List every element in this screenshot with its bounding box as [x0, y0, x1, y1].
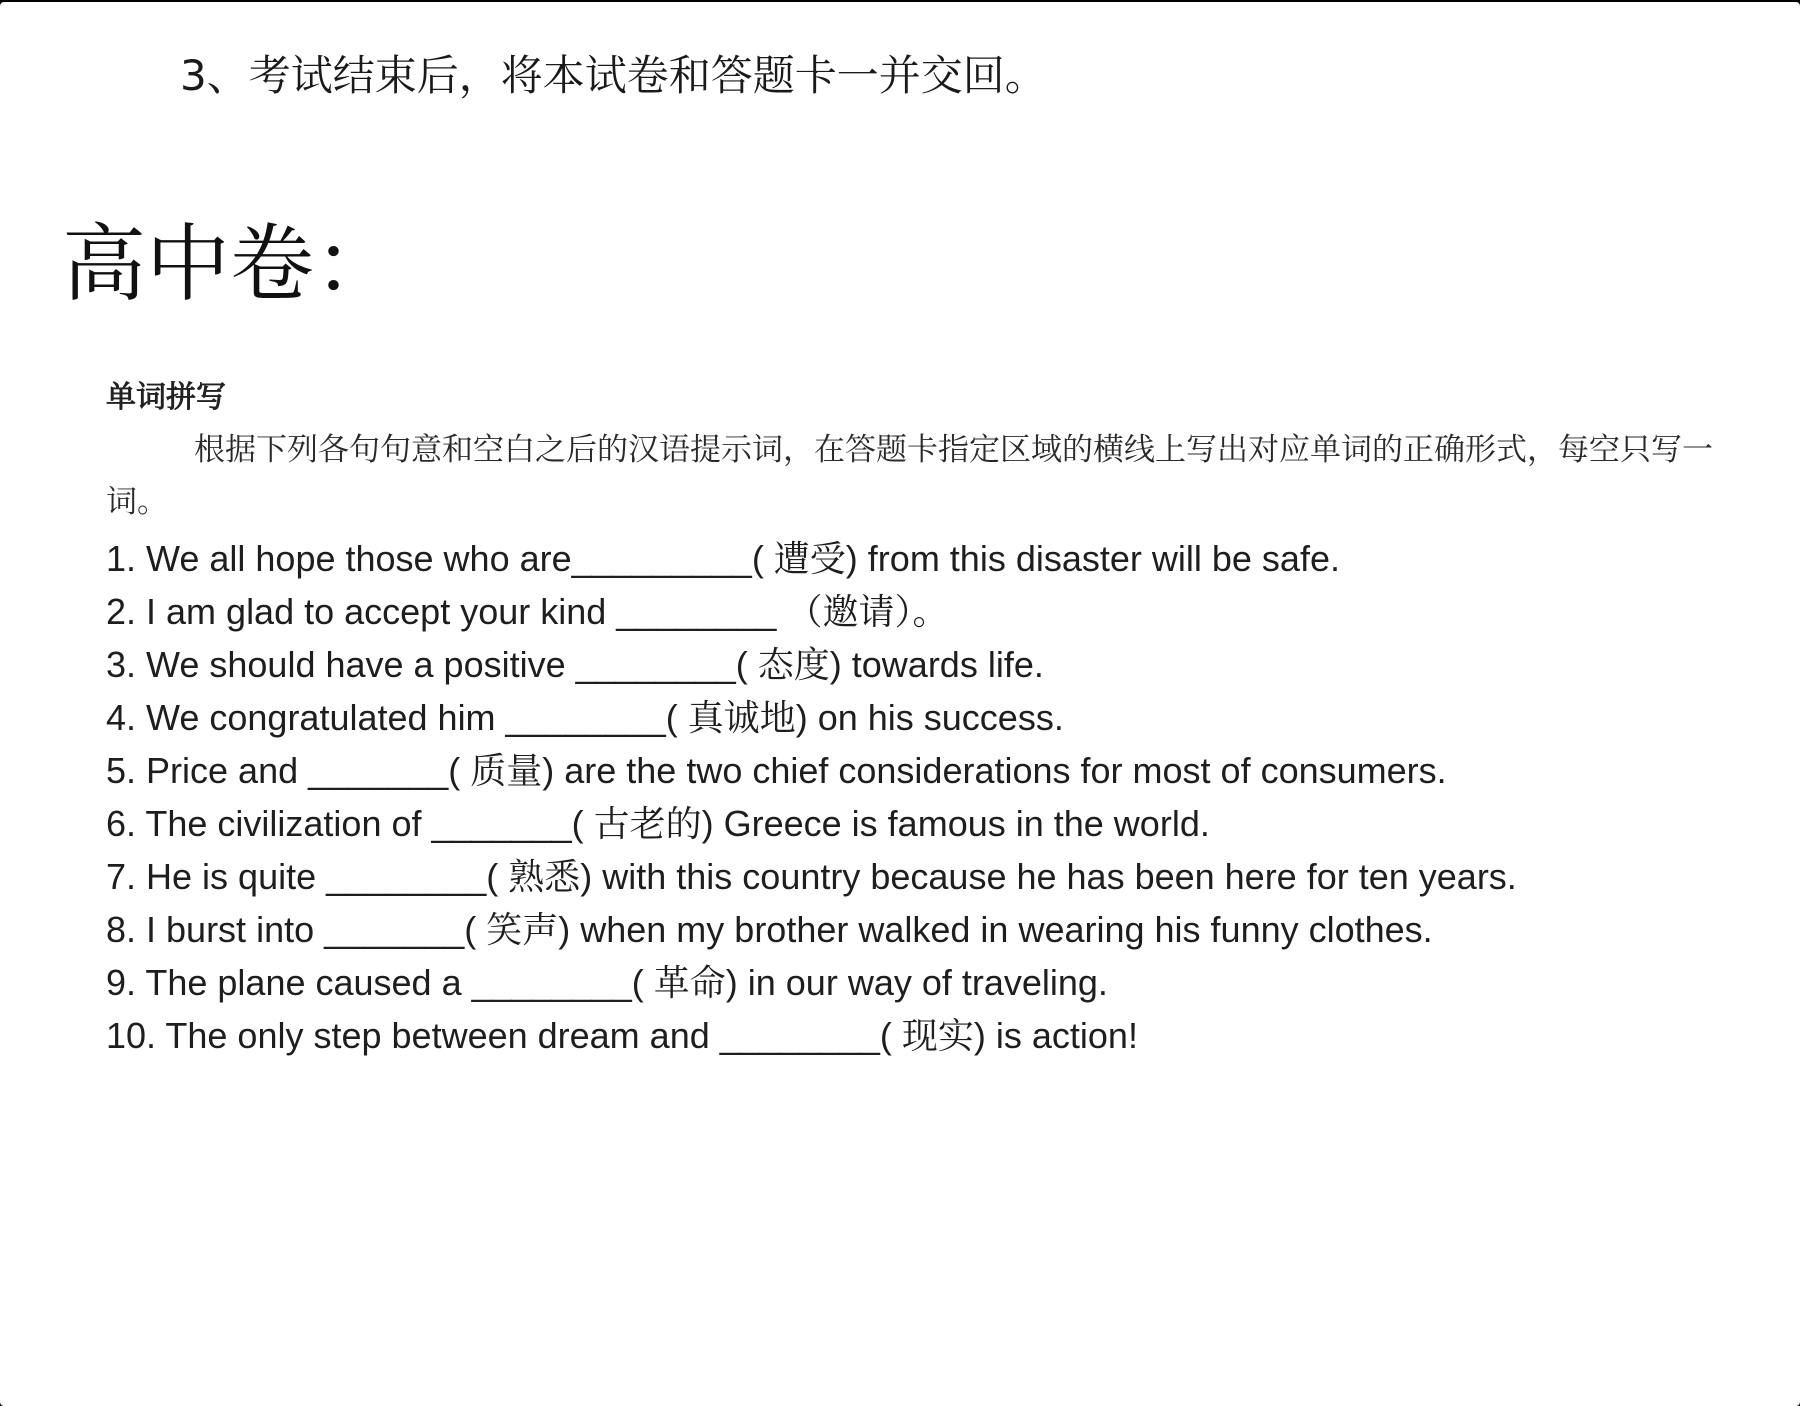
question-3: 3. We should have a positive ________( 态度) towards life.	[106, 644, 1044, 685]
exercise-directions: 根据下列各句句意和空白之后的汉语提示词，在答题卡指定区域的横线上写出对应单词的正确形式，每空只写一词。	[106, 432, 1713, 520]
section-title: 高中卷：	[62, 215, 399, 313]
question-4: 4. We congratulated him ________( 真诚地) on his success.	[106, 697, 1064, 738]
question-list	[106, 532, 1766, 1062]
question-7: 7. He is quite ________( 熟悉) with this country because he has been here for ten years.	[106, 856, 1517, 897]
question-5: 5. Price and _______( 质量) are the two chief considerations for most of consumers.	[106, 750, 1447, 791]
question-2: 2. I am glad to accept your kind ________ （邀请）。	[106, 591, 949, 632]
question-9: 9. The plane caused a ________( 革命) in our way of traveling.	[106, 962, 1108, 1003]
exercise-heading: 单词拼写	[106, 380, 226, 415]
word-spelling-exercise	[106, 376, 1766, 1062]
question-6: 6. The civilization of _______( 古老的) Greece is famous in the world.	[106, 803, 1210, 844]
document-page	[0, 2, 1800, 1406]
question-8: 8. I burst into _______( 笑声) when my brother walked in wearing his funny clothes.	[106, 909, 1433, 950]
exam-instruction: 3、考试结束后，将本试卷和答题卡一并交回。	[180, 51, 1047, 100]
question-10: 10. The only step between dream and ________( 现实) is action!	[106, 1015, 1138, 1056]
question-1: 1. We all hope those who are_________( 遭受) from this disaster will be safe.	[106, 538, 1340, 579]
